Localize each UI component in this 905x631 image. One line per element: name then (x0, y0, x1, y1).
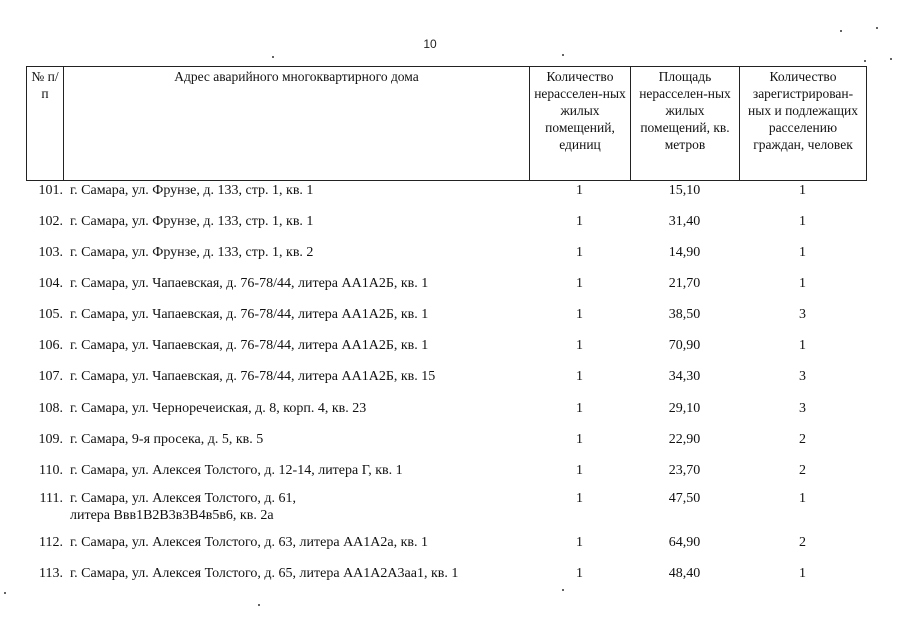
row-people: 3 (799, 401, 806, 416)
row-address (70, 534, 525, 551)
address-line: г. Самара, ул. Черноречеиская, д. 8, корп. 4, кв. 23 (70, 401, 367, 416)
header-num: № п/п (27, 67, 64, 181)
row-people: 2 (799, 535, 806, 550)
row-address (70, 213, 525, 230)
header-area: Площадь нерасселен-ных жилых помещений, кв. метров (631, 67, 740, 181)
header-address: Адрес аварийного многоквартирного дома (64, 67, 530, 181)
row-area: 15,10 (668, 183, 701, 198)
scan-speck (4, 592, 6, 594)
row-area: 48,40 (668, 566, 701, 581)
row-count: 1 (576, 338, 583, 353)
row-number: 108. (38, 401, 63, 416)
row-area: 14,90 (668, 245, 701, 260)
row-address (70, 462, 525, 479)
address-line: г. Самара, ул. Чапаевская, д. 76-78/44, литера АА1А2Б, кв. 1 (70, 338, 429, 353)
row-number: 101. (38, 183, 63, 198)
row-address (70, 565, 525, 582)
row-area: 23,70 (668, 463, 701, 478)
scan-speck (864, 60, 866, 62)
row-address (70, 400, 525, 417)
row-people: 3 (799, 369, 806, 384)
scan-speck (272, 56, 274, 58)
address-line: г. Самара, ул. Чапаевская, д. 76-78/44, литера АА1А2Б, кв. 15 (70, 369, 436, 384)
row-address (70, 490, 525, 524)
row-area: 64,90 (668, 535, 701, 550)
row-people: 2 (799, 432, 806, 447)
row-area: 47,50 (668, 491, 701, 506)
row-people: 2 (799, 463, 806, 478)
row-people: 1 (799, 214, 806, 229)
row-address (70, 244, 525, 261)
address-line: г. Самара, ул. Алексея Толстого, д. 61, (70, 491, 297, 506)
row-number: 111. (39, 491, 63, 506)
row-number: 102. (38, 214, 63, 229)
row-number: 110. (39, 463, 63, 478)
row-number: 109. (38, 432, 63, 447)
row-count: 1 (576, 183, 583, 198)
row-address (70, 182, 525, 199)
row-area: 29,10 (668, 401, 701, 416)
row-count: 1 (576, 566, 583, 581)
row-count: 1 (576, 491, 583, 506)
address-line: г. Самара, 9-я просека, д. 5, кв. 5 (70, 432, 264, 447)
address-line: г. Самара, ул. Чапаевская, д. 76-78/44, литера АА1А2Б, кв. 1 (70, 307, 429, 322)
row-address (70, 431, 525, 448)
row-area: 38,50 (668, 307, 701, 322)
header-people: Количество зарегистрирован-ных и подлежащих расселению граждан, человек (740, 67, 867, 181)
table-header (26, 66, 867, 181)
row-count: 1 (576, 535, 583, 550)
row-count: 1 (576, 463, 583, 478)
scan-speck (562, 54, 564, 56)
address-line: г. Самара, ул. Алексея Толстого, д. 65, литера АА1А2А3аа1, кв. 1 (70, 566, 459, 581)
address-line: литера Bвв1B2B3в3B4в5в6, кв. 2а (70, 508, 274, 523)
row-number: 113. (39, 566, 63, 581)
address-line: г. Самара, ул. Алексея Толстого, д. 12-14, литера Г, кв. 1 (70, 463, 403, 478)
row-address (70, 275, 525, 292)
header-count: Количество нерасселен-ных жилых помещений, единиц (530, 67, 631, 181)
row-address (70, 306, 525, 323)
address-line: г. Самара, ул. Фрунзе, д. 133, стр. 1, кв. 1 (70, 183, 314, 198)
row-people: 1 (799, 491, 806, 506)
row-count: 1 (576, 369, 583, 384)
row-number: 107. (38, 369, 63, 384)
address-line: г. Самара, ул. Фрунзе, д. 133, стр. 1, кв. 2 (70, 245, 314, 260)
page-number: 10 (423, 37, 437, 51)
address-line: г. Самара, ул. Чапаевская, д. 76-78/44, литера АА1А2Б, кв. 1 (70, 276, 429, 291)
row-people: 1 (799, 245, 806, 260)
row-area: 31,40 (668, 214, 701, 229)
row-people: 1 (799, 276, 806, 291)
row-area: 34,30 (668, 369, 701, 384)
row-address (70, 337, 525, 354)
row-count: 1 (576, 214, 583, 229)
row-people: 3 (799, 307, 806, 322)
row-area: 21,70 (668, 276, 701, 291)
row-people: 1 (799, 183, 806, 198)
row-area: 22,90 (668, 432, 701, 447)
row-people: 1 (799, 338, 806, 353)
address-line: г. Самара, ул. Алексея Толстого, д. 63, литера АА1А2а, кв. 1 (70, 535, 429, 550)
row-number: 105. (38, 307, 63, 322)
row-number: 106. (38, 338, 63, 353)
row-number: 104. (38, 276, 63, 291)
row-count: 1 (576, 432, 583, 447)
row-count: 1 (576, 245, 583, 260)
scan-speck (258, 604, 260, 606)
scan-speck (562, 589, 564, 591)
scan-speck (876, 27, 878, 29)
row-address (70, 368, 525, 385)
row-count: 1 (576, 401, 583, 416)
row-people: 1 (799, 566, 806, 581)
row-area: 70,90 (668, 338, 701, 353)
address-line: г. Самара, ул. Фрунзе, д. 133, стр. 1, кв. 1 (70, 214, 314, 229)
scan-speck (840, 30, 842, 32)
scan-speck (890, 58, 892, 60)
row-count: 1 (576, 307, 583, 322)
row-number: 103. (38, 245, 63, 260)
row-count: 1 (576, 276, 583, 291)
row-number: 112. (39, 535, 63, 550)
